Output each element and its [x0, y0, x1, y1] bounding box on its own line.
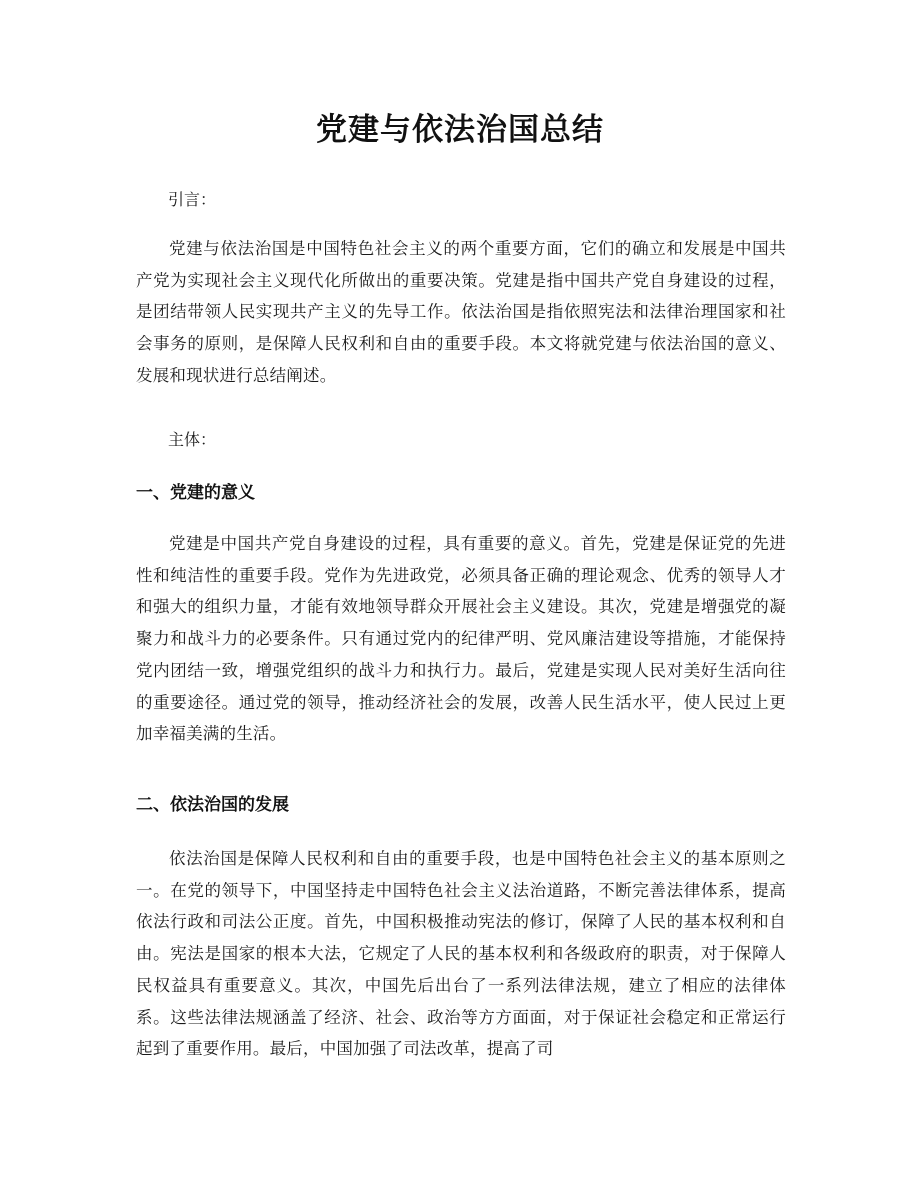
- body-label: 主体：: [168, 430, 217, 449]
- section-paragraph-rule-of-law: 依法治国是保障人民权利和自由的重要手段，也是中国特色社会主义的基本原则之一。在党的领导下，中国坚持走中国特色社会主义法治道路，不断完善法律体系，提高依法行政和司法公正度。首先，中国积极推动宪法的修订，保障了人民的基本权利和自由。宪法是国家的根本大法，它规定了人民的基本权利和各级政府的职责，对于保障人民权益具有重要意义。其次，中国先后出台了一系列法律法规，建立了相应的法律体系。这些法律法规涵盖了经济、社会、政治等方方面面，对于保证社会稳定和正常运行起到了重要作用。最后，中国加强了司法改革，提高了司: [136, 849, 786, 1059]
- document-title: 党建与依法治国总结: [316, 112, 604, 148]
- intro-paragraph: 党建与依法治国是中国特色社会主义的两个重要方面，它们的确立和发展是中国共产党为实现社会主义现代化所做出的重要决策。党建是指中国共产党自身建设的过程，是团结带领人民实现共产主义的先导工作。依法治国是指依照宪法和法律治理国家和社会事务的原则，是保障人民权利和自由的重要手段。本文将就党建与依法治国的意义、发展和现状进行总结阐述。: [136, 239, 786, 385]
- section-paragraph-party-building: 党建是中国共产党自身建设的过程，具有重要的意义。首先，党建是保证党的先进性和纯洁性的重要手段。党作为先进政党，必须具备正确的理论观念、优秀的领导人才和强大的组织力量，才能有效地领导群众开展社会主义建设。其次，党建是增强党的凝聚力和战斗力的必要条件。只有通过党内的纪律严明、党风廉洁建设等措施，才能保持党内团结一致，增强党组织的战斗力和执行力。最后，党建是实现人民对美好生活向往的重要途径。通过党的领导，推动经济社会的发展，改善人民生活水平，使人民过上更加幸福美满的生活。: [136, 534, 786, 744]
- section-heading-rule-of-law: 二、依法治国的发展: [136, 795, 289, 815]
- intro-label: 引言：: [168, 190, 217, 209]
- section-heading-party-building: 一、党建的意义: [136, 483, 255, 503]
